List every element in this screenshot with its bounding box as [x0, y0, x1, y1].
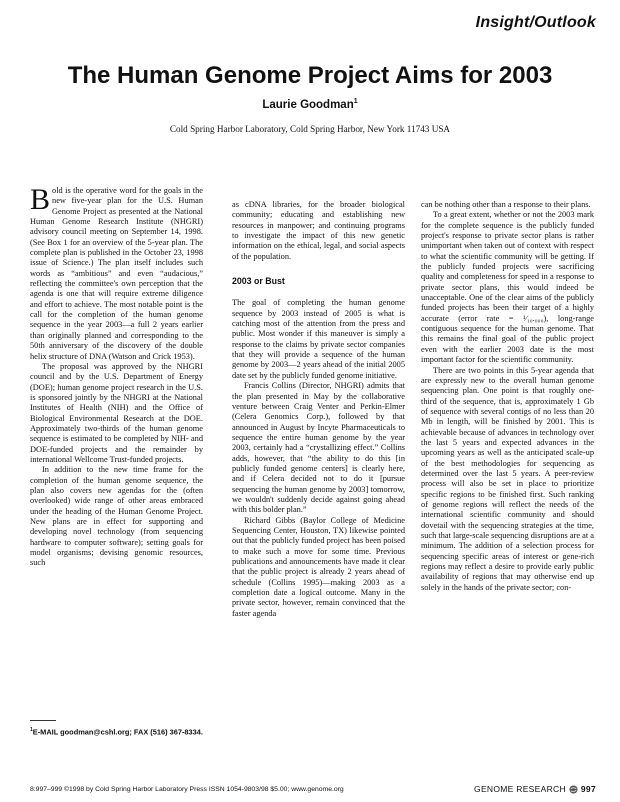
paragraph: The goal of completing the human genome sequence by 2003 instead of 2005 is what is catching most of the attention from the press and public. Most wonder if this maneuver is simply a response to the claims by private sector companies that they will provide a sequence of the human genome by 2003—2 years ahead of the initial 2005 date set by the publicly funded genome initiative. — [232, 298, 405, 380]
author-name: Laurie Goodman — [262, 98, 354, 111]
drop-cap: B — [30, 183, 51, 216]
text-column-3 — [421, 200, 594, 593]
footer-citation: 8:997–999 ©1998 by Cold Spring Harbor Laboratory Press ISSN 1054-9803/98 $5.00; www.genome.org — [30, 786, 344, 793]
page-number: 997 — [580, 784, 596, 794]
paragraph: Richard Gibbs (Baylor College of Medicine Sequencing Center, Houston, TX) likewise pointed out that the publicly funded project has been poised to make such a move for some time. Previous publications and announcements have made it clear that the public project is already 2 years ahead of schedule (Collins 1995)—making 2003 as a completion date a logical outcome. Many in the private sector, however, remain convinced that the faster agenda — [232, 515, 405, 618]
globe-icon — [569, 785, 578, 794]
paragraph: The proposal was approved by the NHGRI council and by the U.S. Department of Energy (DOE); human genome project research in the U.S. is sponsored jointly by the NHGRI at the National Institutes of Health (NIH) and the Office of Biological Environmental Research at the DOE. Approximately two-thirds of the human genome sequence is estimated to be completed by NIH- and DOE-funded projects and the remainder by international Wellcome Trust-funded projects. — [30, 361, 203, 464]
author-line — [0, 98, 620, 111]
footnote-text: E-MAIL goodman@cshl.org; FAX (516) 367-8334. — [32, 727, 203, 737]
paragraph — [30, 183, 203, 362]
author-affiliation: Cold Spring Harbor Laboratory, Cold Spring Harbor, New York 11743 USA — [169, 124, 451, 134]
footnote-marker: 1 — [30, 727, 33, 733]
paragraph: There are two points in this 5-year agenda that are expressly new to the overall human genome sequencing plan. One point is that roughly one-third of the sequence, that is, approximately 1 Gb of sequence with several contigs of no less than 20 Mb in length, will be finished by 2001. This is achievable because of advances in technology over the last 5 years and expected advances in the upcoming years as well as the anticipated scale-up of the best methodologies for sequencing as determined over the last 5 years. A peer-review process will also be set in place to prioritize specific regions to be finished first. Such ranking of genome regions will reflect the needs of the international scientific community and should dovetail with the sequencing strategies at the time, such that large-scale sequencing disruptions are at a minimum. The addition of a selection process for sequencing specific areas of interest or gene-rich regions may reflect a desire to provide early public availability of regions that may otherwise end up solely in the hands of the private sector; con- — [421, 365, 594, 592]
paragraph: as cDNA libraries, for the broader biological community; educating and establishing new resources in manpower; and continuing programs to investigate the impact of this new genetic information on the ethical, legal, and social aspects of the population. — [232, 200, 405, 261]
paragraph: In addition to the new time frame for the completion of the human genome sequence, the plan also covers new agendas for the (often overlooked) wide range of other areas embraced under the heading of the Human Genome Project. New plans are in effect for supporting and developing novel technology (from sequencing hardware to computer software); setting goals for model organisms; devising genomic resources, such — [30, 465, 203, 568]
footer-journal — [474, 784, 596, 794]
article-title: The Human Genome Project Aims for 2003 — [67, 62, 553, 89]
journal-name: GENOME RESEARCH — [474, 784, 566, 794]
section-label: Insight/Outlook — [475, 14, 596, 31]
section-heading: 2003 or Bust — [232, 276, 285, 287]
text-column-1 — [30, 183, 203, 569]
paragraph: To a great extent, whether or not the 2003 mark for the complete sequence is the publicly funded project's response to private sector plans is rather unimportant when taken out of context with respect to what the scientific community will be getting. If the publicly funded projects were sacrificing quality and completeness for speed in a response to private sector plans, this would indeed be unacceptable. One of the clear aims of the publicly funded projects has been their target of a highly accurate (error rate = ¹⁄₁₀.₀₀₀), long-range contiguous sequence for the human genome. That this remains the final goal of the public project even with the earlier 2003 date is the most important factor for the scientific community. — [421, 210, 594, 365]
paragraph-text: old is the operative word for the goals in the new five-year plan for the U.S. Human Genome Project as presented at the National Human Genome Research Institute (NHGRI) advisory council meeting on September 14, 1998. (See Box 1 for an overview of the 5-year plan. The complete plan is published in the October 23, 1998 issue of Science.) The plan itself includes such words as “ambitious” and even “audacious,” reflecting the committee's own perception that the agenda is one that will require extreme diligence and effort to achieve. The most notable point is the call for the completion of the human genome sequence in the year 2003—a full 2 years earlier than originally planned and corresponding to the 50th anniversary of the discovery of the double helix structure of DNA (Watson and Crick 1953). — [30, 186, 203, 361]
paragraph: Francis Collins (Director, NHGRI) admits that the plan presented in May by the collaborative venture between Craig Venter and Perkin-Elmer (Celera Genomics Corp.), followed by that announced in August by Incyte Pharmaceuticals to sequence the entire human genome by the year 2003, certainly had a “crystallizing effect.” Collins adds, however, that “the ability to do this [in publicly funded genome centers] is clearly here, and if Celera decided not to do it [pursue sequencing the human genome by 2003] tomorrow, we wouldn't suddenly decide against going ahead with this bolder plan.” — [232, 381, 405, 515]
author-footnote-marker: 1 — [353, 98, 358, 105]
footnote-divider — [30, 720, 56, 721]
text-column-2 — [232, 200, 405, 619]
paragraph: can be nothing other than a response to their plans. — [421, 200, 591, 209]
footnote — [30, 726, 220, 737]
